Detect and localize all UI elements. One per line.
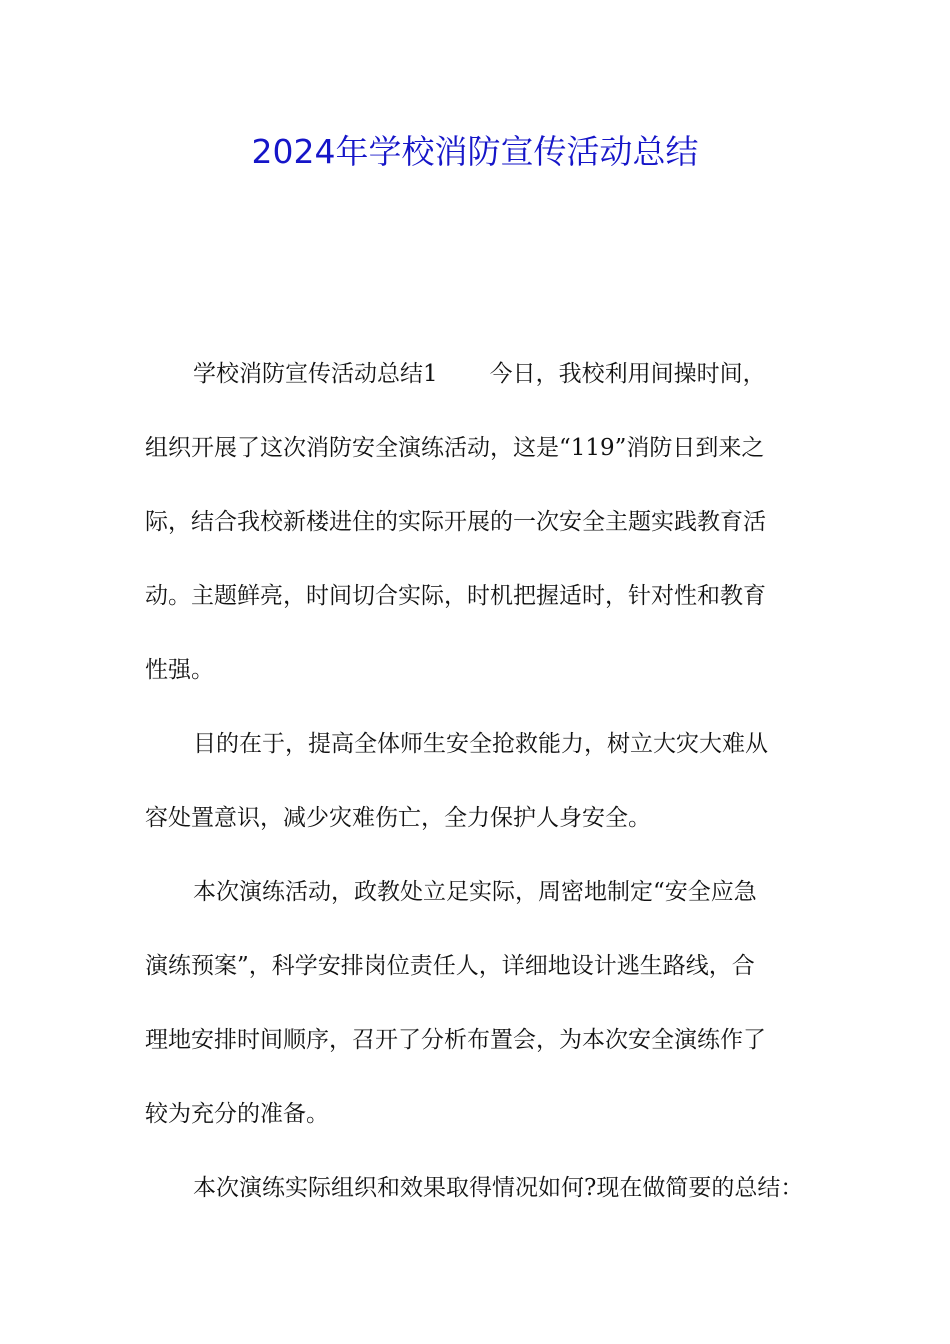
paragraph-3 — [145, 855, 815, 1151]
paragraph-line: 目的在于，提高全体师生安全抢救能力，树立大灾大难从 — [193, 731, 768, 757]
paragraph-line: 本次演练实际组织和效果取得情况如何?现在做简要的总结： — [193, 1175, 804, 1201]
paragraph-text: 今日，我校利用间操时间， — [489, 361, 766, 387]
paragraph-line: 动。主题鲜亮，时间切合实际，时机把握适时，针对性和教育 — [145, 583, 766, 609]
paragraph-1 — [145, 337, 815, 707]
section-heading: 学校消防宣传活动总结1 — [193, 361, 438, 387]
paragraph-2 — [145, 707, 815, 855]
paragraph-line: 组织开展了这次消防安全演练活动，这是“119”消防日到来之 — [145, 435, 765, 461]
document-title: 2024年学校消防宣传活动总结 — [251, 132, 699, 171]
paragraph-line: 较为充分的准备。 — [145, 1101, 329, 1127]
document-body — [145, 337, 815, 1225]
paragraph-line: 性强。 — [145, 657, 214, 683]
paragraph-4 — [145, 1151, 815, 1225]
paragraph-line: 际，结合我校新楼进住的实际开展的一次安全主题实践教育活 — [145, 509, 766, 535]
paragraph-line — [145, 337, 815, 411]
paragraph-line: 演练预案”，科学安排岗位责任人，详细地设计逃生路线，合 — [145, 953, 755, 979]
paragraph-line: 容处置意识，减少灾难伤亡，全力保护人身安全。 — [145, 805, 651, 831]
paragraph-line: 理地安排时间顺序，召开了分析布置会，为本次安全演练作了 — [145, 1027, 766, 1053]
paragraph-line: 本次演练活动，政教处立足实际，周密地制定“安全应急 — [193, 879, 757, 905]
